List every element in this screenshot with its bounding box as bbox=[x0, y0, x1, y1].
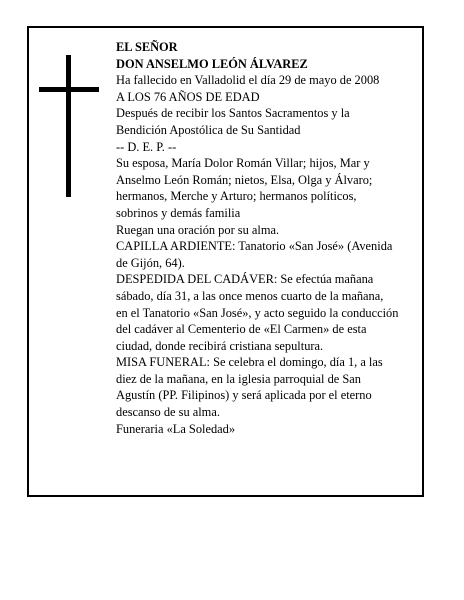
notice-line: MISA FUNERAL: Se celebra el domingo, día 1, a las bbox=[116, 355, 383, 370]
notice-line: en el Tanatorio «San José», y acto seguido la conducción bbox=[116, 305, 399, 320]
notice-heading-title: EL SEÑOR bbox=[116, 40, 178, 54]
notice-line: ciudad, donde recibirá cristiana sepultura. bbox=[116, 338, 324, 353]
notice-heading-name: DON ANSELMO LEÓN ÁLVAREZ bbox=[116, 56, 308, 71]
obituary-notice bbox=[27, 26, 424, 497]
notice-line: A LOS 76 AÑOS DE EDAD bbox=[116, 89, 260, 104]
notice-line: sábado, día 31, a las once menos cuarto de la mañana, bbox=[116, 288, 384, 303]
notice-line: DESPEDIDA DEL CADÁVER: Se efectúa mañana bbox=[116, 272, 374, 287]
cross-icon bbox=[66, 55, 71, 197]
notice-line: diez de la mañana, en la iglesia parroquial de San bbox=[116, 371, 361, 386]
notice-line: -- D. E. P. -- bbox=[116, 139, 177, 154]
notice-line: del cadáver al Cementerio de «El Carmen» de esta bbox=[116, 322, 367, 337]
notice-line: Ruegan una oración por su alma. bbox=[116, 222, 280, 237]
notice-line: Después de recibir los Santos Sacramentos y la bbox=[116, 106, 350, 121]
notice-line: Funeraria «La Soledad» bbox=[116, 421, 236, 436]
notice-line: sobrinos y demás familia bbox=[116, 205, 241, 220]
notice-line: CAPILLA ARDIENTE: Tanatorio «San José» (Avenida bbox=[116, 239, 393, 254]
notice-line: Su esposa, María Dolor Román Villar; hijos, Mar y bbox=[116, 156, 370, 171]
notice-text bbox=[116, 39, 424, 437]
cross-icon-bar bbox=[39, 87, 99, 92]
notice-line: de Gijón, 64). bbox=[116, 255, 185, 270]
notice-line: hermanos, Merche y Arturo; hermanos políticos, bbox=[116, 189, 357, 204]
notice-line: Anselmo León Román; nietos, Elsa, Olga y Álvaro; bbox=[116, 172, 373, 187]
notice-line: Ha fallecido en Valladolid el día 29 de mayo de 2008 bbox=[116, 73, 380, 88]
notice-line: Bendición Apostólica de Su Santidad bbox=[116, 122, 301, 137]
notice-line: Agustín (PP. Filipinos) y será aplicada por el eterno bbox=[116, 388, 372, 403]
notice-line: descanso de su alma. bbox=[116, 405, 220, 420]
